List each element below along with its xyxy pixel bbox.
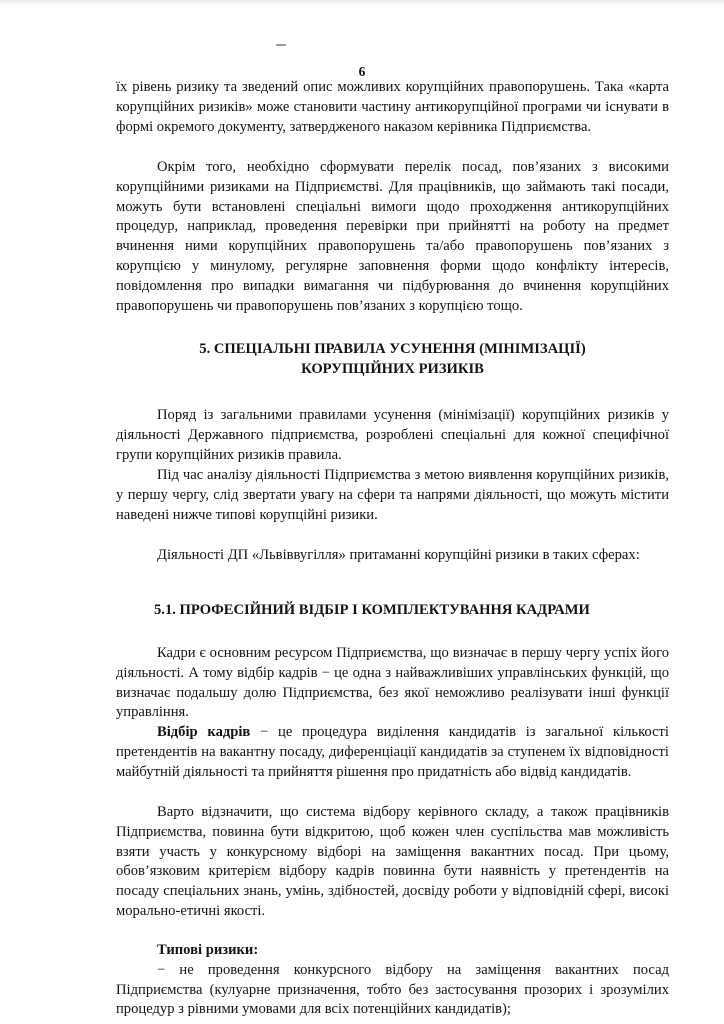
- intro-paragraph-2: Окрім того, необхідно сформувати перелік посад, пов’язаних з високими корупційними ризиками на Підприємстві. Для працівників, що займають такі посади, можуть бути встановлені спеціальні вимоги щодо проходження антикорупційних процедур, наприклад, проведення перевірки при прийнятті на роботу на предмет вчинення ними корупційних правопорушень та/або правопорушень пов’язаних з корупцією у минулому, регулярне заповнення форми щодо конфлікту інтересів, повідомлення про випадки вимагання чи підбурювання до вчинення корупційних правопорушень чи правопорушень пов’язаних з корупцією тощо.: [116, 159, 669, 314]
- section-5-1-paragraph-3: Варто відзначити, що система відбору керівного складу, а також працівників Підприємства, повинна бути відкритою, щоб кожен член суспільства мав можливість взяти участь у конкурсному відборі на заміщення вакантних посад. При цьому, обов’язковим критерієм відбору кадрів повинна бути наявність у претендентів на посаду спеціальних знань, умінь, здібностей, досвіду роботи у відповідній сфері, високі морально-етичні якості.: [116, 804, 669, 919]
- section-5-1-paragraph-1: Кадри є основним ресурсом Підприємства, що визначає в першу чергу успіх його діяльності. А тому відбір кадрів − це одна з найважливіших управлінських функцій, що визначає подальшу долю Підприємства, без якої неможливо реалізувати інші функції управління.: [116, 645, 669, 721]
- section-5-heading-line-2: КОРУПЦІЙНИХ РИЗИКІВ: [301, 361, 484, 377]
- term-kadr-selection: Відбір кадрів: [157, 724, 251, 740]
- section-5-paragraph-2: Під час аналізу діяльності Підприємства з метою виявлення корупційних ризиків, у першу чергу, слід звертати увагу на сфери та напрями діяльності, що можуть містити наведені нижче типові корупційні ризики.: [116, 467, 669, 523]
- term-definition: − це процедура виділення кандидатів із загальної кількості претендентів на вакантну посаду, диференціації кандидатів за ступенем їх відповідності майбутній діяльності та прийняття рішення про придатність або відвід кандидатів.: [116, 724, 669, 780]
- section-5-paragraph-3: Діяльності ДП «Львіввугілля» притаманні корупційні ризики в таких сферах:: [157, 547, 640, 563]
- page-number: 6: [358, 64, 366, 79]
- intro-paragraph-1: їх рівень ризику та зведений опис можливих корупційних правопорушень. Така «карта корупційних ризиків» може становити частину антикорупційної програми чи існувати в формі окремого документу, затвердженого наказом керівника Підприємства.: [116, 79, 669, 135]
- section-5-heading-line-1: 5. СПЕЦІАЛЬНІ ПРАВИЛА УСУНЕННЯ (МІНІМІЗАЦІЇ): [199, 341, 586, 357]
- risk-item-1: − не проведення конкурсного відбору на заміщення вакантних посад Підприємства (кулуарне призначення, тобто без застосування прозорих і зрозумілих процедур з рівними умовами для всіх потенційних кандидатів);: [116, 961, 669, 1018]
- section-5-1-paragraph-2: [116, 723, 669, 803]
- section-5-paragraph-1: Поряд із загальними правилами усунення (мінімізації) корупційних ризиків у діяльності Державного підприємства, розроблені спеціальні для кожної специфічної групи корупційних ризиків правила.: [116, 407, 669, 463]
- scan-edge: [0, 0, 724, 6]
- typical-risks-label: Типові ризики:: [157, 942, 259, 958]
- document-body: [116, 78, 669, 1020]
- section-5-1-heading: 5.1. ПРОФЕСІЙНИЙ ВІДБІР І КОМПЛЕКТУВАННЯ КАДРАМИ: [154, 602, 590, 618]
- scan-speck: [276, 44, 286, 46]
